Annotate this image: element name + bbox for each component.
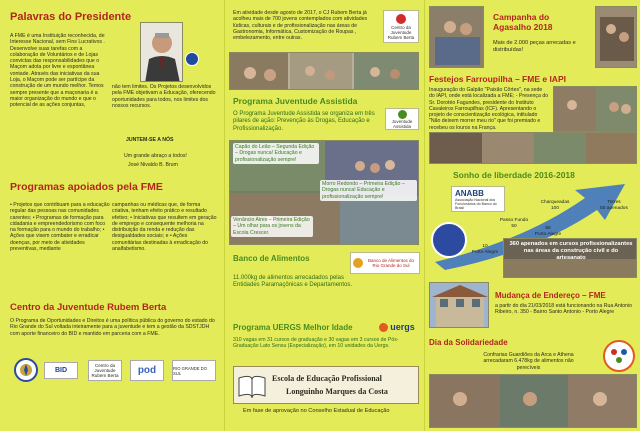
banco-mark-icon — [353, 258, 363, 268]
greeting: Um grande abraço a todos! — [124, 153, 187, 159]
cj-activities-photo — [229, 52, 419, 90]
agasalho-photo — [429, 6, 484, 68]
uergs-logo-label: uergs — [390, 322, 415, 332]
step-value-2: 50 — [511, 223, 517, 229]
festejos-title: Festejos Farroupilha – FME e IAPI — [429, 74, 566, 84]
step-label-4 — [533, 226, 563, 237]
slogan: JUNTEM-SE A NÓS — [126, 137, 174, 143]
escola-note: Em fase de aprovação no Conselho Estadual de Educação — [243, 408, 390, 414]
anabb-sub-label: Associação Nacional dos Funcionários do Banco do Brasil — [455, 197, 497, 210]
step-label-5 — [593, 200, 635, 211]
crest-icon — [14, 358, 38, 382]
uergs-mark-icon — [379, 323, 388, 332]
banco-title: Banco de Alimentos — [233, 254, 310, 263]
step-value-5: 50 apenados — [600, 205, 628, 211]
pja-title: Programa Juventude Assistida — [233, 96, 358, 106]
festejos-photo — [553, 86, 637, 132]
mudanca-title: Mudança de Endereço – FME — [495, 291, 606, 300]
cj-mark-icon — [396, 14, 406, 24]
step-label-1 — [471, 244, 499, 255]
banco-logo-label: Banco de Alimentos do Rio Grande do Sul — [367, 258, 415, 268]
sonho-badge-icon — [431, 222, 467, 258]
step-city-1: Porto Alegre — [471, 249, 499, 255]
step-value-3: 100 — [550, 205, 559, 211]
programs-right-text: campanhas ou médicas que, de forma criativa, tenham efeito prático e resultado efetivo; • Iniciativas que resultem em geração de emprego e consequente melhoria na distribuição da renda e redução das desigualdades sociais; e • Ações comunitárias destinadas à erradicação do analfabetismo. — [112, 202, 217, 253]
centro-title: Centro da Juventude Rubem Berta — [10, 302, 167, 313]
president-title: Palavras do Presidente — [10, 11, 132, 23]
anabb-logo-label: ANABB — [455, 188, 484, 198]
step-value-4: 50 — [545, 226, 551, 231]
agasalho-text: Mais de 2.000 peças arrecadas e distribuídas! — [493, 40, 576, 53]
escola-line2: Longuinho Marques da Costa — [286, 387, 388, 396]
donations-photo — [595, 6, 637, 68]
president-right-text: não tem limites. Os Projetos desenvolvidos pela FME objetivam a Educação, oferecendo oportunidades para todos, nos limites dos nossos recursos. — [112, 84, 216, 109]
festejos-text: Inauguração do Galpão "Paixão Côrtes", na sede do IAPI, onde está localizada a FME; - Presença do Sr. Dorotéo Fagundes, presidente do Instituto Cavaleiros Farroupilhas (ICF). Apresentando o projeto de conscientização ecológica, intitulado "Não deixem morrer meu rio" que foi premiado e recebeu os louros na França. — [429, 87, 549, 131]
centro-text: O Programa de Oportunidades e Direitos é uma política pública do governo do estado do Rio Grande do Sul voltada inteiramente para a juventude e tem a gestão da SDSTJDH com aporte financeiro do BID e mantido em parceria com a FME. — [10, 318, 215, 337]
president-intro-text: A FME é uma Instituição reconhecida, de Interesse Nacional, sem Fins Lucrativos . Desenvolve suas tarefas com a colaboração de Voluntários e de Lojas convictas das responsabilidades que o Maçom adota por livre e espontânea vontade. Através das iniciativas da sua Loja, o Maçom pode ser partícipe da construção de um mundo melhor. Temos sempre presente que a maçonaria é a maior organização do mundo e que o potencial de as ações conjuntas, — [10, 33, 105, 109]
banco-logo — [350, 252, 420, 274]
step-city-3: Charqueadas — [540, 200, 570, 205]
panel-left — [0, 0, 225, 431]
programs-title: Programas apoiados pela FME — [10, 181, 163, 193]
bid-logo: BID — [44, 362, 78, 379]
rs-government-logo: RIO GRANDE DO SUL — [172, 360, 216, 381]
escola-banner — [233, 366, 419, 404]
solidariedade-text: Confrarias Guardiões da Arca e Athena arrecadaram 6.478kg de alimentos não perecíveis — [483, 352, 574, 371]
banco-text-block — [233, 275, 353, 290]
solidariedade-title: Dia da Solidariedade — [429, 338, 508, 347]
book-icon — [237, 372, 267, 400]
solidariedade-logo-icon — [603, 340, 635, 372]
caption-morro-redondo: Morro Redondo – Primeira Edição – Drogas nunca! Educação e profissionalização sempre! — [320, 180, 417, 201]
festejos-strip-photo — [429, 132, 637, 164]
mudanca-text: a partir do dia 21/03/2018 está funcionando na Rua Antonio Ribeiro, n. 350 - Bairro Santo Antonio - Porto Alegre — [495, 303, 632, 316]
pja-logo-label: Juventude Assistida — [391, 118, 413, 129]
caption-venancio-aires: Venâncio Aires – Primeira Edição – Um olhar para os jovens da Escola Crescer. — [231, 216, 313, 237]
panel-right — [425, 0, 640, 431]
uergs-title: Programa UERGS Melhor Idade — [233, 323, 353, 332]
signature: José Nivaldo B. Brum — [128, 162, 178, 168]
uergs-logo — [375, 318, 419, 336]
panel-middle — [225, 0, 425, 431]
sonho-title: Sonho de liberdade 2016-2018 — [453, 170, 575, 180]
cj-logo-label: Centro da Juventude Rubem Berta — [387, 24, 415, 40]
step-label-3 — [535, 200, 575, 211]
banco-highlight: 11.000kg — [233, 275, 258, 281]
step-value-1: 10 — [482, 244, 488, 249]
cj-logo: Centro da Juventude Rubem Berta — [88, 360, 122, 381]
banco-text: de alimentos arrecadados pelas Entidades Paramaçônicas e Departamentos. — [233, 275, 353, 289]
programs-left-text: • Projetos que contribuam para a educação regular das pessoas nas comunidades carentes; • Programas de formação para cidadania e empreendedorismo com foco na formação para o mundo do trabalho; • Ações que visem combater e erradicar doenças, por meio de atividades preventivas, mediante — [10, 202, 110, 253]
cj-logo-top — [383, 10, 419, 43]
caption-capao-do-leao: Capão do Leão – Segunda Edição – Drogas nunca! Educação e profissionalização sempre! — [233, 143, 319, 164]
step-city-2: Passo Fundo — [499, 218, 529, 223]
building-photo — [429, 282, 489, 328]
escola-line1: Escola de Educação Profissional — [272, 374, 382, 383]
solidariedade-photo-strip — [429, 374, 637, 428]
fme-seal-icon — [185, 52, 199, 66]
step-label-2 — [497, 218, 531, 229]
pja-logo — [385, 108, 419, 130]
step-city-4: Porto Alegre — [534, 231, 562, 237]
president-photo — [140, 22, 183, 82]
cj-intro-text: Em atividade desde agosto de 2017, o CJ Rubem Berta já acolheu mais de 700 jovens contemplados com atividades lúdicas, culturais e de profissionalização nas áreas de Gastronomia, Informática, Customização de Roupas , embelezamento, entre outras. — [233, 10, 368, 42]
sonho-banner: 360 apenados em cursos profissionalizantes nas áreas da construção civil e do artesanato — [509, 241, 633, 261]
step-city-5: Torres — [607, 200, 621, 205]
agasalho-title: Campanha do Agasalho 2018 — [493, 12, 553, 32]
uergs-text: 310 vagas em 31 cursos de graduação e 30 vagas em 3 cursos de Pós-Graduação Lato Sensu (Especialização), em 10 unidades da Uergs. — [233, 337, 399, 350]
pja-text: O Programa Juventude Assistida se organiza em três pilares de ação: Prevenção às Drogas, Educação e Profissionalização. — [233, 111, 375, 132]
pja-mark-icon — [398, 110, 407, 119]
pod-logo: pod — [130, 360, 164, 381]
